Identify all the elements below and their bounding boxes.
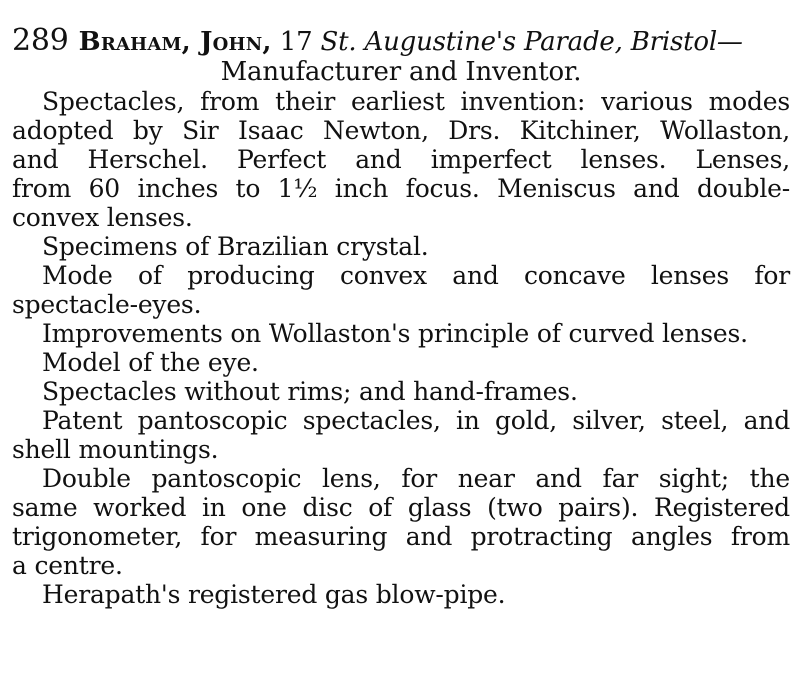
description-line: convex lenses. — [12, 203, 193, 232]
description-line: same worked in one disc of glass (two pairs). Registered — [12, 493, 790, 522]
description-line: shell mountings. — [12, 435, 219, 464]
exhibitor-name: Braham, John, — [78, 27, 272, 57]
exhibitor-address: St. Augustine's Parade, Bristol— — [320, 27, 743, 57]
address-number: 17 — [279, 27, 313, 57]
description-line: spectacle-eyes. — [12, 290, 202, 319]
description-line: adopted by Sir Isaac Newton, Drs. Kitchiner, Wollaston, — [12, 116, 790, 145]
description-line: Spectacles without rims; and hand-frames. — [42, 377, 578, 406]
description-line: Specimens of Brazilian crystal. — [42, 232, 429, 261]
entry-heading — [12, 23, 790, 58]
description-line: from 60 inches to 1½ inch focus. Meniscus and double- — [12, 174, 790, 203]
entry-number: 289 — [12, 23, 69, 58]
description-line: a centre. — [12, 551, 123, 580]
description-line: Double pantoscopic lens, for near and far sight; the — [42, 464, 790, 493]
description-line: Patent pantoscopic spectacles, in gold, silver, steel, and — [42, 406, 790, 435]
description-line: Mode of producing convex and concave lenses for — [42, 261, 790, 290]
description-line: Spectacles, from their earliest invention: various modes — [42, 87, 790, 116]
description-line: and Herschel. Perfect and imperfect lenses. Lenses, — [12, 145, 790, 174]
description-line: trigonometer, for measuring and protracting angles from — [12, 522, 790, 551]
exhibitor-role: Manufacturer and Inventor. — [220, 57, 582, 87]
description-line: Herapath's registered gas blow-pipe. — [42, 580, 506, 609]
description-line: Model of the eye. — [42, 348, 259, 377]
catalogue-entry — [12, 23, 790, 609]
description-line: Improvements on Wollaston's principle of curved lenses. — [42, 319, 748, 348]
